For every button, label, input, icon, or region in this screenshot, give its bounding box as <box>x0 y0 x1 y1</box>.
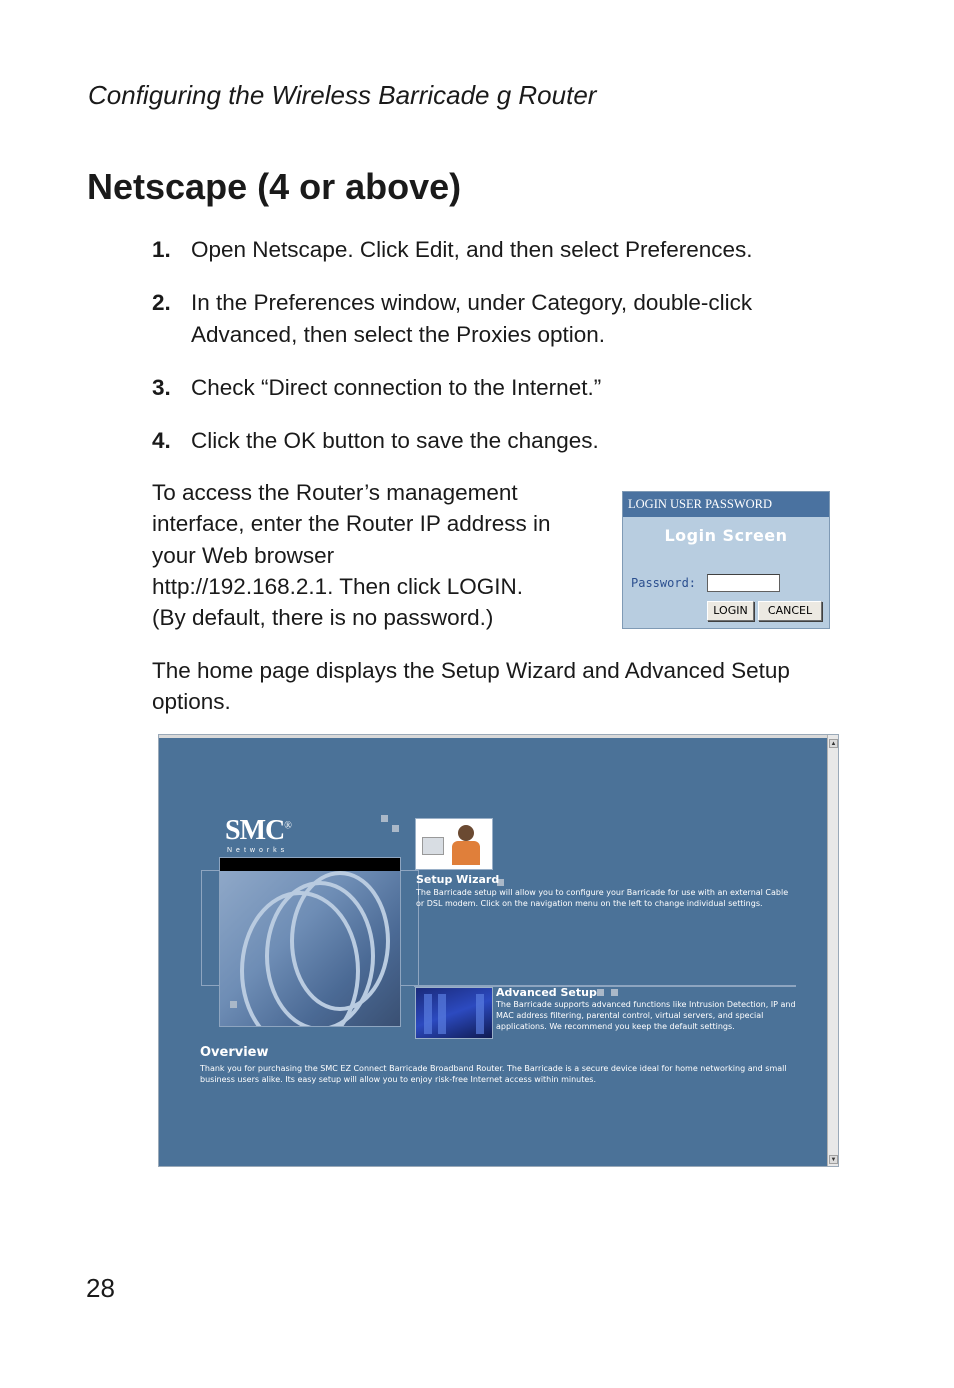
page-number: 28 <box>86 1273 115 1303</box>
home-page-screenshot <box>158 734 839 1167</box>
decorative-square <box>392 825 399 832</box>
setup-wizard-thumbnail[interactable] <box>415 818 493 870</box>
step-text: Open Netscape. Click Edit, and then select Preferences. <box>191 237 753 262</box>
hero-black-bar <box>220 858 400 871</box>
decorative-square <box>611 989 618 996</box>
child-body-shape <box>452 841 480 865</box>
running-header: Configuring the Wireless Barricade g Router <box>88 80 597 110</box>
step-number: 4. <box>152 428 171 453</box>
rack-shape <box>438 994 446 1034</box>
access-line: To access the Router’s management <box>152 480 518 505</box>
decorative-square <box>381 815 388 822</box>
rack-shape <box>476 994 484 1034</box>
vertical-scrollbar[interactable] <box>827 735 838 1166</box>
access-line: your Web browser <box>152 542 335 568</box>
login-title: Login Screen <box>664 526 788 545</box>
rack-shape <box>424 994 432 1034</box>
browser-top-edge <box>159 735 838 738</box>
router-hero-image <box>219 857 401 1027</box>
overview-description: Thank you for purchasing the SMC EZ Connect Barricade Broadband Router. The Barricade is a secure device ideal for home networking and small business users alike. Its easy setup will allow you to enjoy risk-free Internet access within minutes. <box>200 1064 787 1084</box>
access-line: http://192.168.2.1. Then click LOGIN. <box>152 573 524 599</box>
smc-logo: SMC® <box>225 815 291 846</box>
cable-shape <box>290 871 390 1011</box>
access-line: interface, enter the Router IP address in <box>152 511 551 537</box>
login-button[interactable]: LOGIN <box>707 601 754 621</box>
scroll-down-arrow-icon[interactable]: ▼ <box>830 1157 837 1163</box>
scroll-up-arrow-icon[interactable]: ▲ <box>830 741 837 747</box>
decorative-square <box>230 1001 237 1008</box>
advanced-setup-thumbnail[interactable] <box>415 987 493 1039</box>
step-text: Click the OK button to save the changes. <box>191 428 599 453</box>
cancel-button[interactable]: CANCEL <box>758 601 822 621</box>
advanced-setup-description: The Barricade supports advanced functions like Intrusion Detection, IP and MAC address filtering, parental control, virtual servers, and special applications. We recommend you keep the default settings. <box>496 1000 796 1031</box>
password-label: Password: <box>631 576 697 590</box>
step-number: 3. <box>152 375 171 400</box>
step-number: 1. <box>152 237 171 262</box>
access-paragraph <box>152 477 602 633</box>
step-text: Check “Direct connection to the Internet.” <box>191 375 602 400</box>
access-line: (By default, there is no password.) <box>152 605 494 631</box>
advanced-setup-link[interactable]: Advanced Setup <box>496 986 597 999</box>
login-screenshot <box>622 491 830 629</box>
setup-wizard-link[interactable]: Setup Wizard <box>416 873 500 886</box>
decorative-square <box>597 989 604 996</box>
section-title: Netscape (4 or above) <box>87 166 462 207</box>
step-number: 2. <box>152 290 171 315</box>
home-paragraph: The home page displays the Setup Wizard and Advanced Setup options. <box>152 658 790 715</box>
overview-heading: Overview <box>200 1045 269 1060</box>
smc-logo-subtitle: Networks <box>227 847 289 854</box>
setup-wizard-description: The Barricade setup will allow you to configure your Barricade for use with an external Cable or DSL modem. Click on the navigation menu on the left to change individual settings. <box>416 888 789 908</box>
monitor-shape <box>422 837 444 855</box>
child-head-shape <box>458 825 474 841</box>
router-cables-picture <box>220 871 400 1027</box>
password-input[interactable] <box>707 574 780 592</box>
step-text: In the Preferences window, under Category, double-click Advanced, then select the Proxies option. <box>191 290 753 347</box>
login-header: LOGIN USER PASSWORD <box>623 492 829 517</box>
